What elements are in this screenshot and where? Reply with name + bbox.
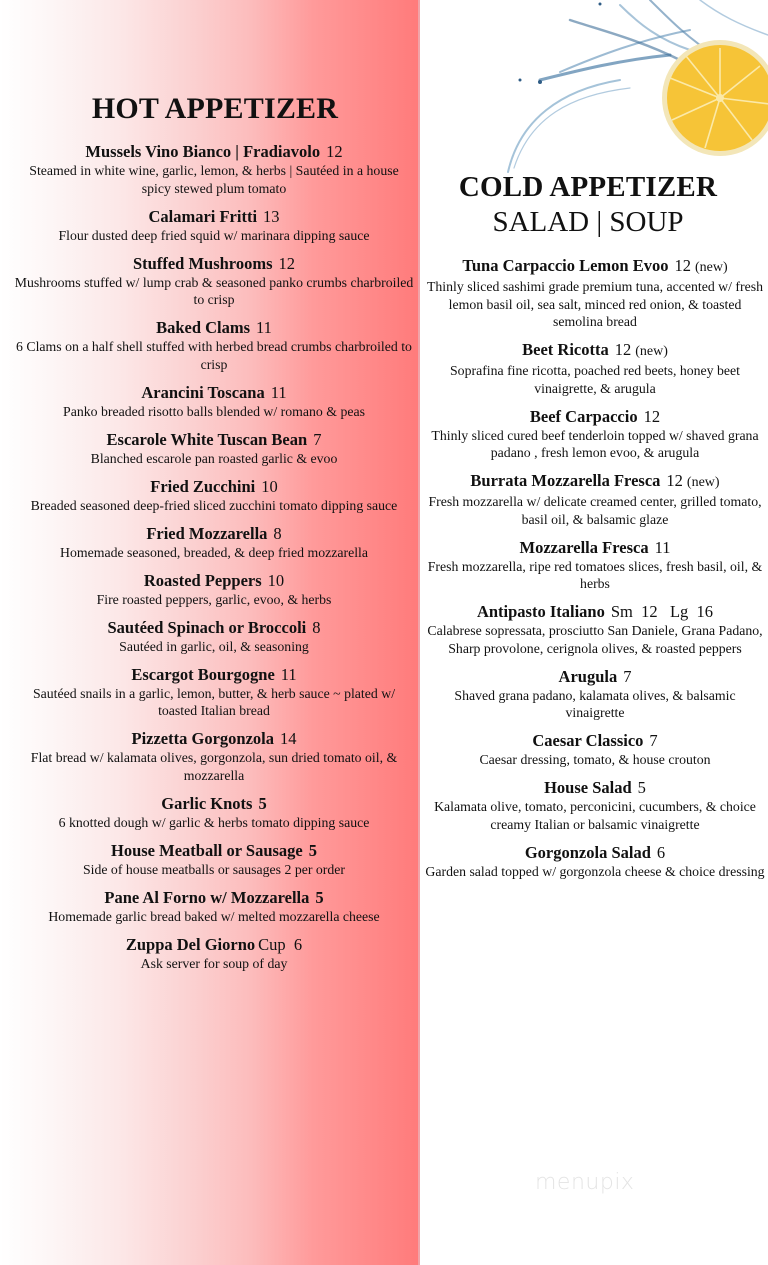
- menu-item: [14, 935, 414, 973]
- item-description: Flour dusted deep fried squid w/ marinara dipping sauce: [58, 227, 370, 243]
- item-description: Thinly sliced sashimi grade premium tuna, accented w/ fresh lemon basil oil, sea salt, minced red onion, & toasted semolina bread: [426, 279, 763, 329]
- menu-item: [424, 538, 766, 593]
- item-name: Beef Carpaccio: [529, 406, 638, 426]
- menu-item: [14, 430, 414, 468]
- item-description: Soprafina fine ricotta, poached red beets, honey beet vinaigrette, & arugula: [450, 363, 740, 396]
- water-splash-lemon-icon: [500, 0, 768, 175]
- item-name: Antipasto Italiano: [476, 602, 605, 621]
- menu-item: [14, 477, 414, 515]
- item-price: 8: [273, 523, 282, 543]
- item-description: 6 knotted dough w/ garlic & herbs tomato dipping sauce: [58, 814, 370, 830]
- item-name: Caesar Classico: [532, 731, 644, 750]
- item-name: Burrata Mozzarella Fresca: [470, 471, 661, 490]
- item-description: Ask server for soup of day: [140, 955, 288, 971]
- item-price: 5: [308, 840, 317, 860]
- item-name: Baked Clams: [156, 318, 251, 337]
- item-price: 11: [256, 318, 272, 337]
- item-price: 12: [674, 256, 691, 275]
- item-name: Fried Mozzarella: [146, 523, 268, 543]
- item-price: 7: [623, 666, 632, 686]
- item-description: Side of house meatballs or sausages 2 per order: [82, 861, 346, 877]
- item-name: Beet Ricotta: [522, 340, 609, 359]
- item-price: 12: [326, 142, 343, 161]
- menu-item: [424, 778, 766, 833]
- item-description: Flat bread w/ kalamata olives, gorgonzola, sun dried tomato oil, & mozzarella: [30, 750, 398, 783]
- item-price: Sm 12 Lg 16: [610, 602, 714, 621]
- item-description: Kalamata olive, tomato, perconicini, cucumbers, & choice creamy Italian or balsamic vinaigrette: [434, 799, 756, 832]
- item-description: Blanched escarole pan roasted garlic & evoo: [90, 450, 338, 466]
- salad-soup-subtitle: SALAD | SOUP: [492, 206, 684, 238]
- item-description: Breaded seasoned deep-fried sliced zucchini tomato dipping sauce: [30, 497, 398, 513]
- menu-item: [424, 340, 766, 397]
- menu-item: [14, 318, 414, 373]
- item-price: Cup 6: [258, 934, 303, 954]
- item-name: Sautéed Spinach or Broccoli: [107, 617, 307, 637]
- menu-item: [424, 731, 766, 769]
- item-name: Fried Zucchini: [150, 476, 256, 496]
- item-name: Mussels Vino Bianco | Fradiavolo: [85, 142, 321, 161]
- item-description: Sautéed snails in a garlic, lemon, butter, & herb sauce ~ plated w/ toasted Italian bread: [32, 685, 396, 718]
- item-price: 13: [263, 206, 280, 226]
- item-description: 6 Clams on a half shell stuffed with herbed bread crumbs charbroiled to crisp: [16, 339, 412, 372]
- item-name: Stuffed Mushrooms: [132, 253, 273, 273]
- item-name: Zuppa Del Giorno: [125, 934, 256, 954]
- item-name: Roasted Peppers: [143, 570, 262, 590]
- item-price: 5: [258, 793, 267, 813]
- menu-item: [14, 383, 414, 421]
- item-description: Calabrese sopressata, prosciutto San Daniele, Grana Padano, Sharp provolone, cerignola olives, & roasted peppers: [427, 623, 763, 656]
- menu-item: [424, 407, 766, 462]
- item-price: 11: [654, 537, 671, 557]
- cold-appetizer-list: [424, 256, 766, 890]
- item-name: Calamari Fritti: [148, 206, 258, 226]
- item-price: 5: [637, 778, 646, 797]
- item-description: Homemade garlic bread baked w/ melted mozzarella cheese: [48, 908, 380, 924]
- item-description: Caesar dressing, tomato, & house crouton: [479, 752, 711, 767]
- menu-item: [14, 142, 414, 197]
- menu-item: [14, 254, 414, 309]
- menu-item: [14, 665, 414, 720]
- menu-item: [14, 729, 414, 784]
- menu-item: [424, 843, 766, 881]
- item-name: House Meatball or Sausage: [111, 840, 303, 860]
- item-price: 11: [270, 382, 287, 402]
- item-price: 12: [614, 340, 632, 359]
- item-description: Thinly sliced cured beef tenderloin topped w/ shaved grana padano , fresh lemon evoo, & arugula: [431, 427, 759, 460]
- item-name: House Salad: [544, 778, 632, 797]
- cold-appetizer-title: COLD APPETIZER: [458, 171, 718, 203]
- item-name: Gorgonzola Salad: [524, 842, 651, 862]
- item-name: Pane Al Forno w/ Mozzarella: [104, 887, 310, 907]
- item-name: Arugula: [558, 666, 618, 686]
- item-price: 11: [280, 664, 297, 684]
- menu-item: [424, 256, 766, 331]
- menupix-watermark: menupix: [535, 1170, 635, 1195]
- item-name: Pizzetta Gorgonzola: [131, 729, 274, 748]
- item-description: Garden salad topped w/ gorgonzola cheese & choice dressing: [425, 863, 765, 879]
- item-price: 7: [649, 731, 658, 750]
- item-name: Garlic Knots: [161, 793, 253, 813]
- menu-item: [424, 667, 766, 722]
- item-description: Homemade seasoned, breaded, & deep fried mozzarella: [60, 544, 368, 560]
- menu-item: [424, 471, 766, 528]
- new-badge: (new): [694, 260, 728, 275]
- item-name: Escarole White Tuscan Bean: [106, 429, 308, 449]
- hot-appetizer-title: HOT APPETIZER: [91, 92, 339, 125]
- item-name: Mozzarella Fresca: [519, 537, 649, 557]
- item-price: 12: [278, 253, 295, 273]
- item-price: 6: [656, 842, 666, 862]
- menu-item: [14, 794, 414, 832]
- item-price: 5: [315, 887, 324, 907]
- item-description: Panko breaded risotto balls blended w/ romano & peas: [63, 403, 365, 419]
- item-price: 7: [313, 429, 322, 449]
- menu-item: [14, 841, 414, 879]
- menu-item: [424, 602, 766, 657]
- item-price: 10: [261, 476, 278, 496]
- item-description: Fresh mozzarella, ripe red tomatoes slices, fresh basil, oil, & herbs: [427, 558, 763, 591]
- item-price: 8: [312, 617, 321, 637]
- item-name: Escargot Bourgogne: [131, 664, 275, 684]
- item-price: 10: [267, 570, 285, 590]
- menu-item: [14, 207, 414, 245]
- item-description: Mushrooms stuffed w/ lump crab & seasoned panko crumbs charbroiled to crisp: [14, 274, 414, 307]
- new-badge: (new): [686, 475, 720, 490]
- item-description: Fresh mozzarella w/ delicate creamed center, grilled tomato, basil oil, & balsamic glaze: [428, 494, 762, 527]
- item-price: 12: [666, 471, 683, 490]
- menu-item: [14, 524, 414, 562]
- hot-appetizer-list: [14, 142, 414, 982]
- item-name: Tuna Carpaccio Lemon Evoo: [462, 256, 669, 275]
- new-badge: (new): [635, 344, 668, 359]
- item-description: Sautéed in garlic, oil, & seasoning: [119, 638, 309, 654]
- menu-item: [14, 618, 414, 656]
- item-description: Steamed in white wine, garlic, lemon, & herbs | Sautéed in a house spicy stewed plum tomato: [29, 163, 399, 196]
- menu-item: [14, 888, 414, 926]
- item-description: Fire roasted peppers, garlic, evoo, & herbs: [96, 591, 332, 607]
- item-description: Shaved grana padano, kalamata olives, & balsamic vinaigrette: [454, 687, 736, 720]
- item-price: 14: [280, 729, 297, 748]
- item-name: Arancini Toscana: [141, 382, 265, 402]
- item-price: 12: [643, 406, 661, 426]
- menu-item: [14, 571, 414, 609]
